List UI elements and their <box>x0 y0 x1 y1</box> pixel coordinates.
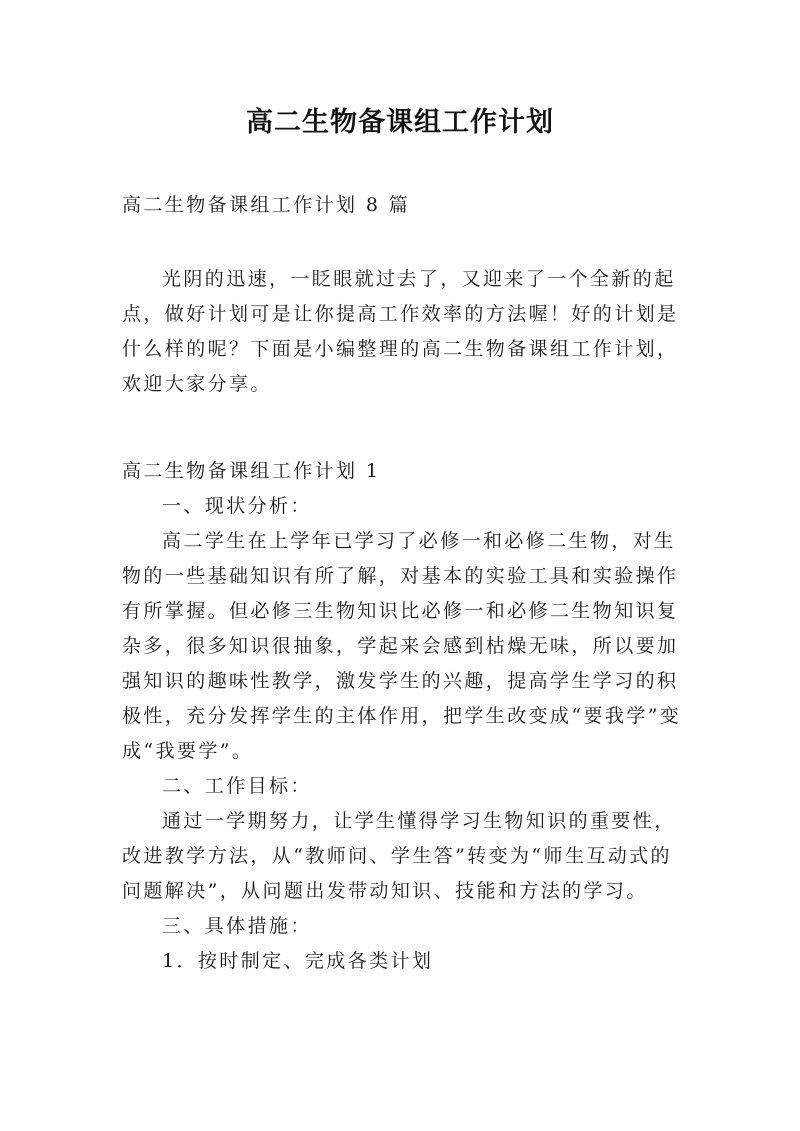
document-title: 高二生物备课组工作计划 <box>246 107 554 138</box>
list-item-measure-1: 1．按时制定、完成各类计划 <box>162 950 434 972</box>
heading-specific-measures: 三、具体措施： <box>162 915 312 937</box>
document-subtitle: 高二生物备课组工作计划 8 篇 <box>122 194 411 216</box>
section-body <box>122 489 682 979</box>
heading-work-goals: 二、工作目标： <box>162 775 312 797</box>
heading-current-status: 一、现状分析： <box>162 495 312 517</box>
intro-paragraph: 光阴的迅速，一眨眼就过去了，又迎来了一个全新的起点，做好计划可是让你提高工作效率的方法喔！好的计划是什么样的呢？下面是小编整理的高二生物备课组工作计划，欢迎大家分享。 <box>122 268 679 395</box>
paragraph-work-goals: 通过一学期努力，让学生懂得学习生物知识的重要性，改进教学方法，从“教师问、学生答”转变为“师生互动式的问题解决”，从问题出发带动知识、技能和方法的学习。 <box>122 810 676 902</box>
section-title: 高二生物备课组工作计划 1 <box>122 460 381 482</box>
paragraph-current-status: 高二学生在上学年已学习了必修一和必修二生物，对生物的一些基础知识有所了解，对基本的实验工具和实验操作有所掌握。但必修三生物知识比必修一和必修二生物知识复杂多，很多知识很抽象，学起来会感到枯燥无味，所以要加强知识的趣味性教学，激发学生的兴趣，提高学生学习的积极性，充分发挥学生的主体作用，把学生改变成“要我学”变成“我要学”。 <box>122 530 682 762</box>
